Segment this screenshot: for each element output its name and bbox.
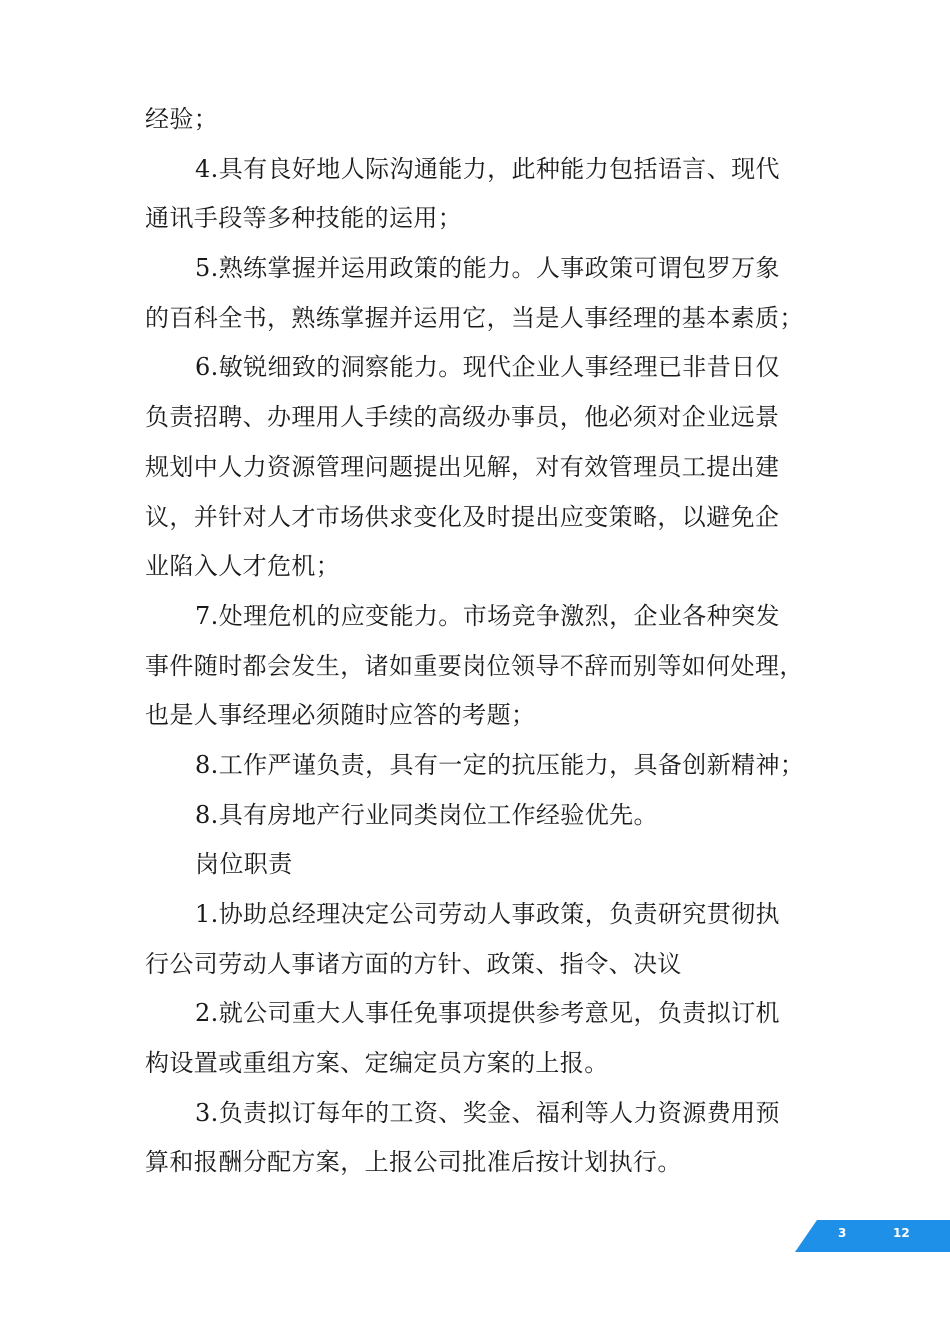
text-line: 事件随时都会发生，诸如重要岗位领导不辞而别等如何处理， [145,651,804,680]
text-line: 6.敏锐细致的洞察能力。现代企业人事经理已非昔日仅 [195,353,780,382]
text-line: 通讯手段等多种技能的运用； [145,204,463,233]
current-page-number: 3 [838,1226,847,1240]
text-line: 算和报酬分配方案，上报公司批准后按计划执行。 [145,1148,682,1177]
text-line: 业陷入人才危机； [145,552,341,581]
text-line: 3.负责拟订每年的工资、奖金、福利等人力资源费用预 [195,1098,780,1127]
text-line: 8.工作严谨负责，具有一定的抗压能力，具备创新精神； [195,750,805,779]
text-line: 1.协助总经理决定公司劳动人事政策，负责研究贯彻执 [195,900,780,928]
text-line: 7.处理危机的应变能力。市场竞争激烈，企业各种突发 [195,601,780,630]
text-line: 负责招聘、办理用人手续的高级办事员，他必须对企业远景 [145,403,780,432]
page-badge-background [795,1220,950,1252]
text-line: 行公司劳动人事诸方面的方针、政策、指令、决议 [145,949,682,978]
text-line: 5.熟练掌握并运用政策的能力。人事政策可谓包罗万象 [195,254,780,283]
section-heading: 岗位职责 [195,850,293,879]
text-line: 也是人事经理必须随时应答的考题； [145,701,536,730]
text-line: 的百科全书，熟练掌握并运用它，当是人事经理的基本素质； [145,303,804,332]
page-number-badge [795,1220,950,1252]
text-line: 规划中人力资源管理问题提出见解，对有效管理员工提出建 [145,452,780,481]
text-line: 议，并针对人才市场供求变化及时提出应变策略，以避免企 [145,502,780,531]
text-line: 4.具有良好地人际沟通能力，此种能力包括语言、现代 [195,154,780,183]
text-line: 构设置或重组方案、定编定员方案的上报。 [145,1049,609,1078]
document-body [145,95,835,1188]
text-line: 2.就公司重大人事任免事项提供参考意见，负责拟订机 [195,999,780,1028]
text-line: 经验； [145,105,219,133]
text-line: 8.具有房地产行业同类岗位工作经验优先。 [195,800,658,829]
total-pages-number: 12 [893,1226,910,1240]
